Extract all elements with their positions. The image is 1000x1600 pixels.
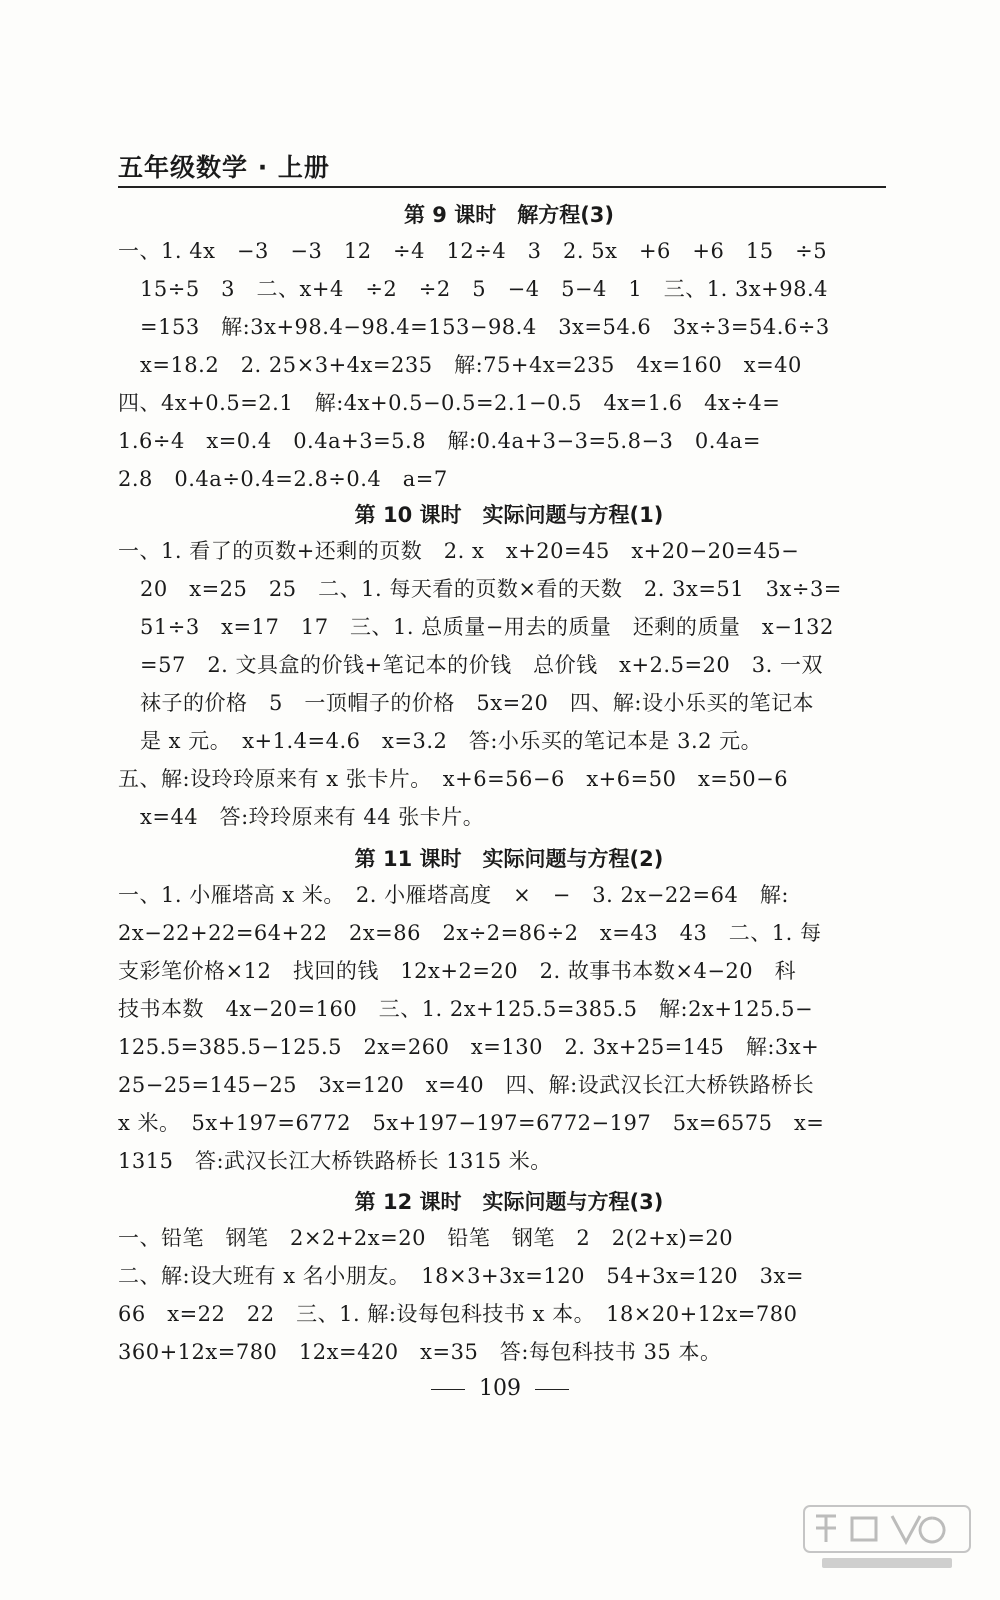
page-number-text: 109 — [479, 1376, 521, 1401]
page-number — [0, 1376, 1000, 1401]
answer-line: =57 2. 文具盒的价钱+笔记本的价钱 总价钱 x+2.5=20 3. 一双 — [140, 653, 823, 677]
running-header-title: 五年级数学 · 上册 — [118, 153, 330, 182]
answer-lines — [118, 876, 888, 1180]
section-title: 第 12 课时 实际问题与方程(3) — [354, 1190, 664, 1214]
header-rule — [118, 186, 886, 188]
section-title: 第 9 课时 解方程(3) — [403, 203, 615, 227]
answer-line: 1315 答:武汉长江大桥铁路桥长 1315 米。 — [118, 1149, 552, 1173]
page-number-dash-right — [535, 1389, 569, 1390]
answer-line: 66 x=22 22 三、1. 解:设每包科技书 x 本。 18×20+12x=780 — [118, 1302, 798, 1326]
answer-line: 五、解:设玲玲原来有 x 张卡片。 x+6=56−6 x+6=50 x=50−6 — [118, 767, 789, 791]
answer-line: 支彩笔价格×12 找回的钱 12x+2=20 2. 故事书本数×4−20 科 — [118, 959, 797, 983]
answer-line: 一、1. 小雁塔高 x 米。 2. 小雁塔高度 × − 3. 2x−22=64 解: — [118, 883, 789, 907]
answer-line: 1.6÷4 x=0.4 0.4a+3=5.8 解:0.4a+3−3=5.8−3 0.4a= — [118, 429, 761, 453]
watermark-logo — [802, 1504, 972, 1574]
answer-line: x=18.2 2. 25×3+4x=235 解:75+4x=235 4x=160 x=40 — [140, 353, 802, 377]
answer-lines — [118, 232, 888, 498]
answer-line: 25−25=145−25 3x=120 x=40 四、解:设武汉长江大桥铁路桥长 — [118, 1073, 815, 1097]
answer-line: x=44 答:玲玲原来有 44 张卡片。 — [140, 805, 485, 829]
answer-line: 一、铅笔 钢笔 2×2+2x=20 铅笔 钢笔 2 2(2+x)=20 — [118, 1226, 734, 1250]
section-lesson-12 — [118, 1185, 888, 1371]
answer-line: 二、解:设大班有 x 名小朋友。 18×3+3x=120 54+3x=120 3x= — [118, 1264, 804, 1288]
answer-line: 四、4x+0.5=2.1 解:4x+0.5−0.5=2.1−0.5 4x=1.6 4x÷4= — [118, 391, 781, 415]
section-title: 第 11 课时 实际问题与方程(2) — [354, 847, 664, 871]
answer-lines — [118, 532, 888, 836]
answer-line: 一、1. 4x −3 −3 12 ÷4 12÷4 3 2. 5x +6 +6 15 ÷5 — [118, 239, 828, 263]
section-title: 第 10 课时 实际问题与方程(1) — [354, 503, 664, 527]
answer-line: 袜子的价格 5 一顶帽子的价格 5x=20 四、解:设小乐买的笔记本 — [140, 691, 814, 715]
answer-line: 是 x 元。 x+1.4=4.6 x=3.2 答:小乐买的笔记本是 3.2 元。 — [140, 729, 763, 753]
answer-line: 2.8 0.4a÷0.4=2.8÷0.4 a=7 — [118, 467, 448, 491]
answer-line: 20 x=25 25 二、1. 每天看的页数×看的天数 2. 3x=51 3x÷3= — [140, 577, 842, 601]
answer-line: x 米。 5x+197=6772 5x+197−197=6772−197 5x=6575 x= — [118, 1111, 825, 1135]
answer-line: 2x−22+22=64+22 2x=86 2x÷2=86÷2 x=43 43 二、1. 每 — [118, 921, 822, 945]
section-lesson-11 — [118, 842, 888, 1180]
answer-line: =153 解:3x+98.4−98.4=153−98.4 3x=54.6 3x÷3=54.6÷3 — [140, 315, 830, 339]
answer-line: 360+12x=780 12x=420 x=35 答:每包科技书 35 本。 — [118, 1340, 722, 1364]
answer-line: 技书本数 4x−20=160 三、1. 2x+125.5=385.5 解:2x+125.5− — [118, 997, 814, 1021]
answer-line: 51÷3 x=17 17 三、1. 总质量−用去的质量 还剩的质量 x−132 — [140, 615, 834, 639]
section-lesson-9 — [118, 198, 888, 498]
answer-line: 125.5=385.5−125.5 2x=260 x=130 2. 3x+25=145 解:3x+ — [118, 1035, 820, 1059]
answer-lines — [118, 1219, 888, 1371]
section-lesson-10 — [118, 498, 888, 836]
answer-line: 15÷5 3 二、x+4 ÷2 ÷2 5 −4 5−4 1 三、1. 3x+98.4 — [140, 277, 829, 301]
page-number-dash-left — [431, 1389, 465, 1390]
answer-line: 一、1. 看了的页数+还剩的页数 2. x x+20=45 x+20−20=45− — [118, 539, 800, 563]
